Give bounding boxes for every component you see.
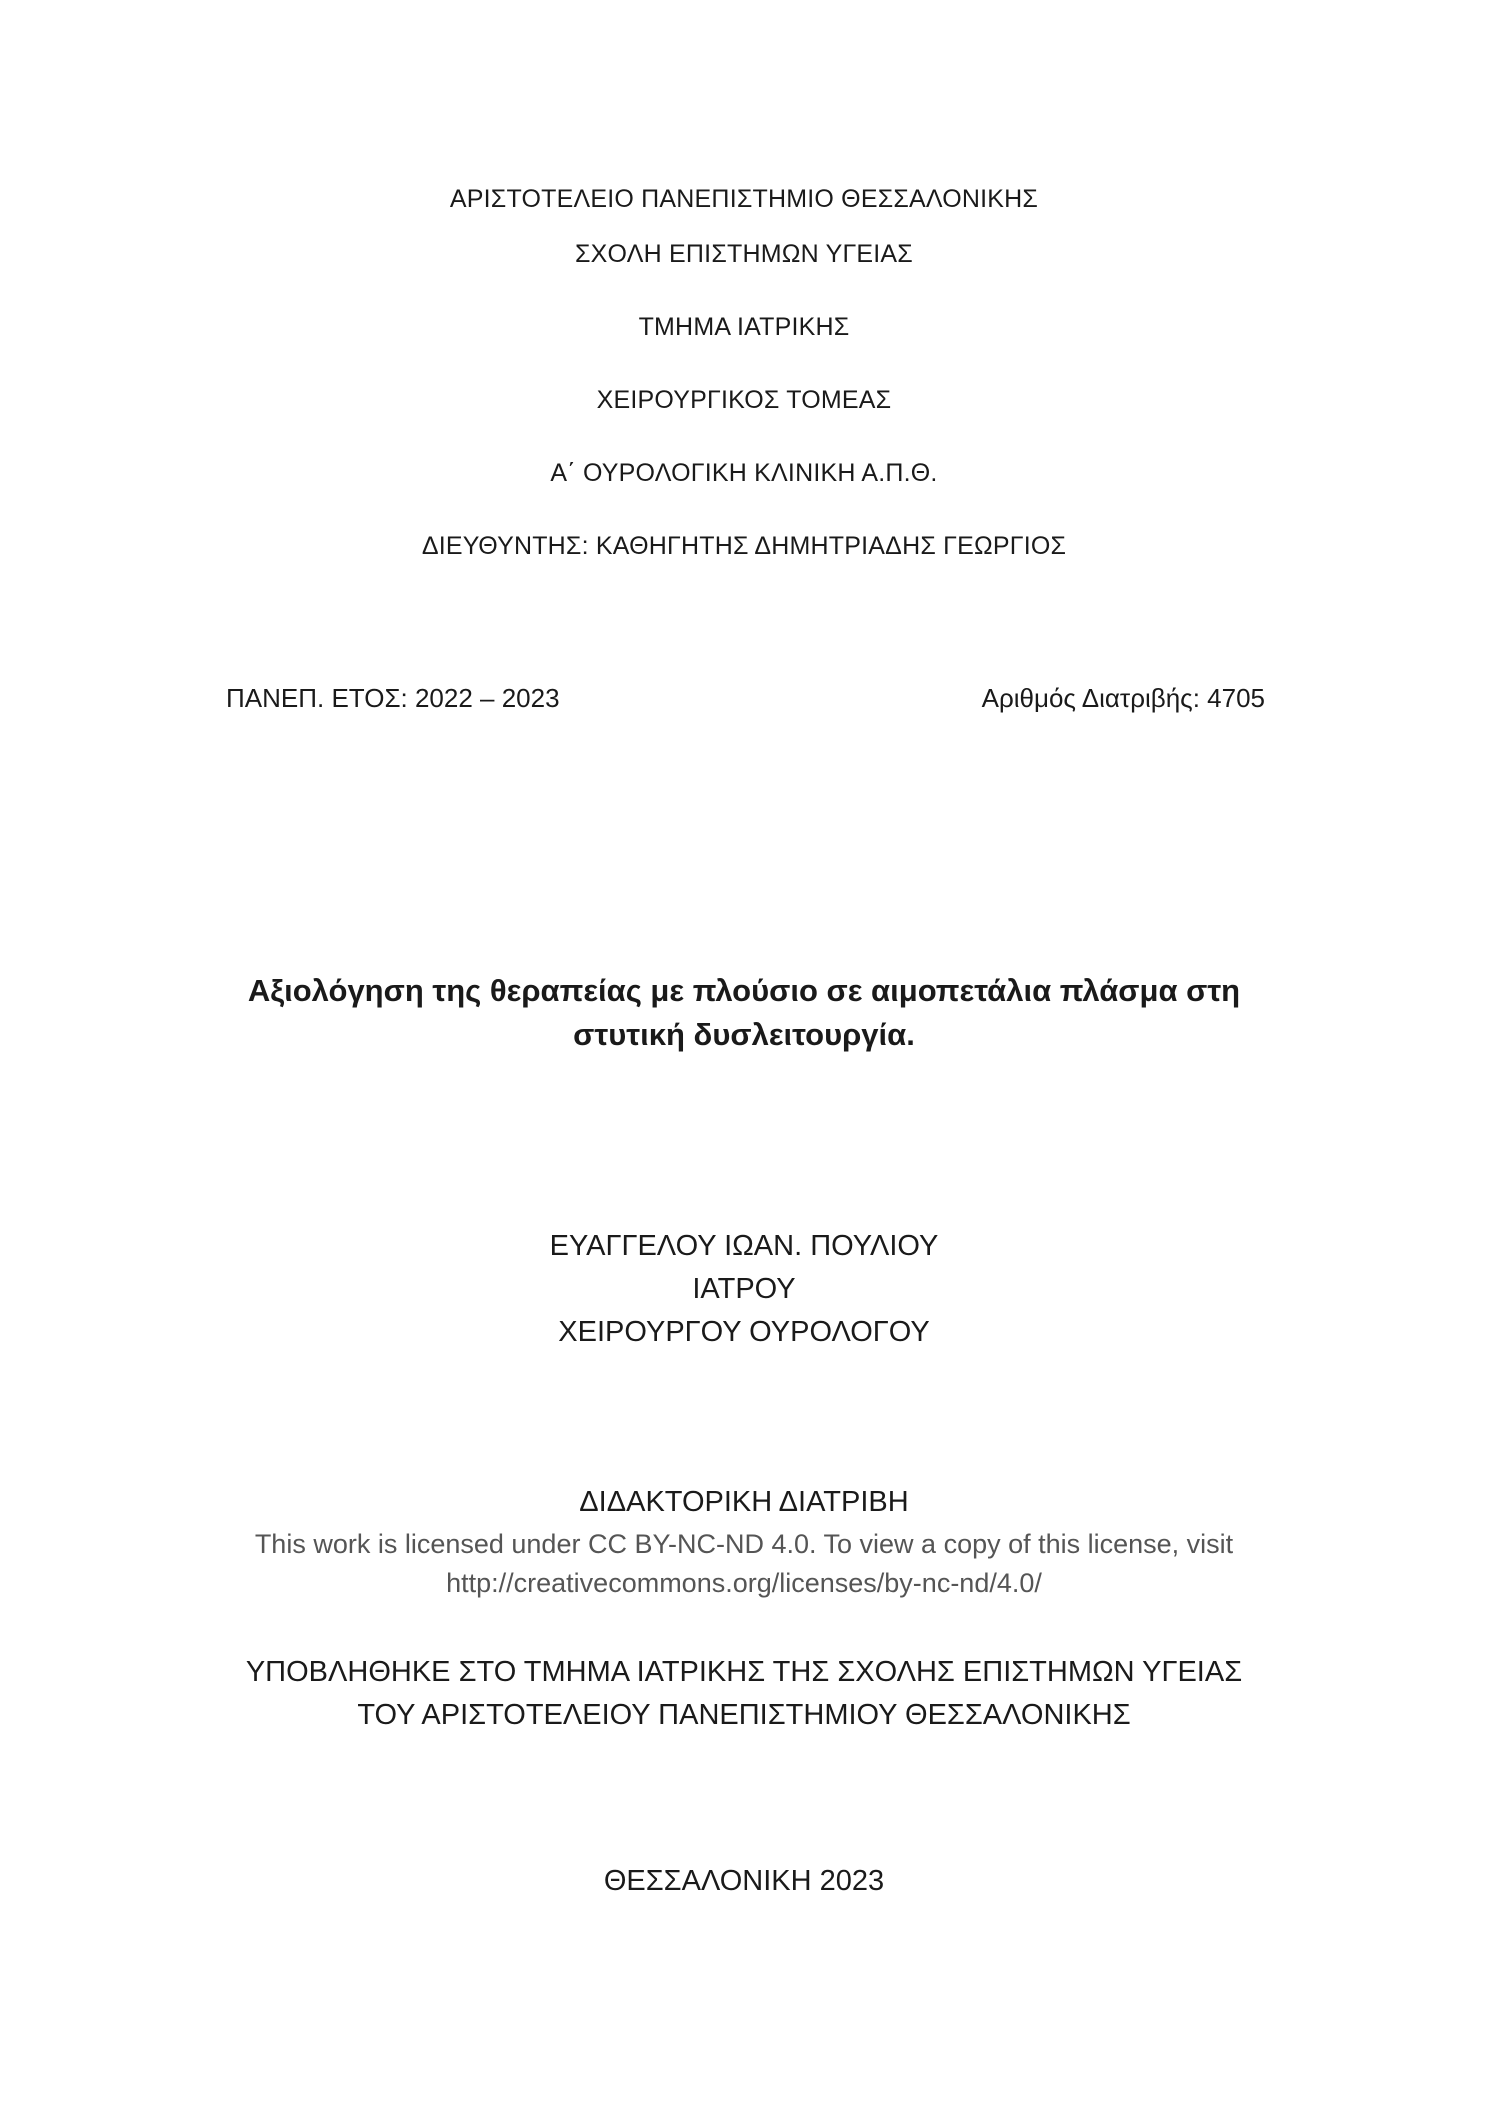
thesis-title-line-1: Αξιολόγηση της θεραπείας με πλούσιο σε αιμοπετάλια πλάσμα στη [247,973,1241,1008]
place-and-year: ΘΕΣΣΑΛΟΝΙΚΗ 2023 [603,1865,885,1897]
director-line: ΔΙΕΥΘΥΝΤΗΣ: ΚΑΘΗΓΗΤΗΣ ΔΗΜΗΤΡΙΑΔΗΣ ΓΕΩΡΓΙΟΣ [421,532,1067,560]
thesis-title-line-2: στυτική δυσλειτουργία. [573,1017,915,1052]
license-notice-line-1: This work is licensed under CC BY-NC-ND 4.0. To view a copy of this license, visit [254,1529,1234,1559]
submission-line-1: ΥΠΟΒΛΗΘΗΚΕ ΣΤΟ ΤΜΗΜΑ ΙΑΤΡΙΚΗΣ ΤΗΣ ΣΧΟΛΗΣ ΕΠΙΣΤΗΜΩΝ ΥΓΕΙΑΣ [245,1656,1243,1688]
author-name: ΕΥΑΓΓΕΛΟΥ ΙΩΑΝ. ΠΟΥΛΙΟΥ [549,1230,939,1262]
sector-name: ΧΕΙΡΟΥΡΓΙΚΟΣ ΤΟΜΕΑΣ [596,386,892,414]
department-name: ΤΜΗΜΑ ΙΑΤΡΙΚΗΣ [638,313,850,341]
academic-year: ΠΑΝΕΠ. ΕΤΟΣ: 2022 – 2023 [226,683,560,713]
clinic-name: Α΄ ΟΥΡΟΛΟΓΙΚΗ ΚΛΙΝΙΚΗ Α.Π.Θ. [550,459,938,487]
license-notice-line-2: http://creativecommons.org/licenses/by-nc-nd/4.0/ [446,1568,1042,1598]
school-name: ΣΧΟΛΗ ΕΠΙΣΤΗΜΩΝ ΥΓΕΙΑΣ [575,240,913,268]
author-role-physician: ΙΑΤΡΟΥ [692,1273,796,1305]
thesis-number: Αριθμός Διατριβής: 4705 [981,683,1265,713]
submission-line-2: ΤΟΥ ΑΡΙΣΤΟΤΕΛΕΙΟΥ ΠΑΝΕΠΙΣΤΗΜΙΟΥ ΘΕΣΣΑΛΟΝΙΚΗΣ [357,1699,1131,1731]
degree-type: ΔΙΔΑΚΤΟΡΙΚΗ ΔΙΑΤΡΙΒΗ [579,1486,909,1518]
university-name: ΑΡΙΣΤΟΤΕΛΕΙΟ ΠΑΝΕΠΙΣΤΗΜΙΟ ΘΕΣΣΑΛΟΝΙΚΗΣ [449,185,1039,213]
author-role-urologist: ΧΕΙΡΟΥΡΓΟΥ ΟΥΡΟΛΟΓΟΥ [558,1316,930,1348]
